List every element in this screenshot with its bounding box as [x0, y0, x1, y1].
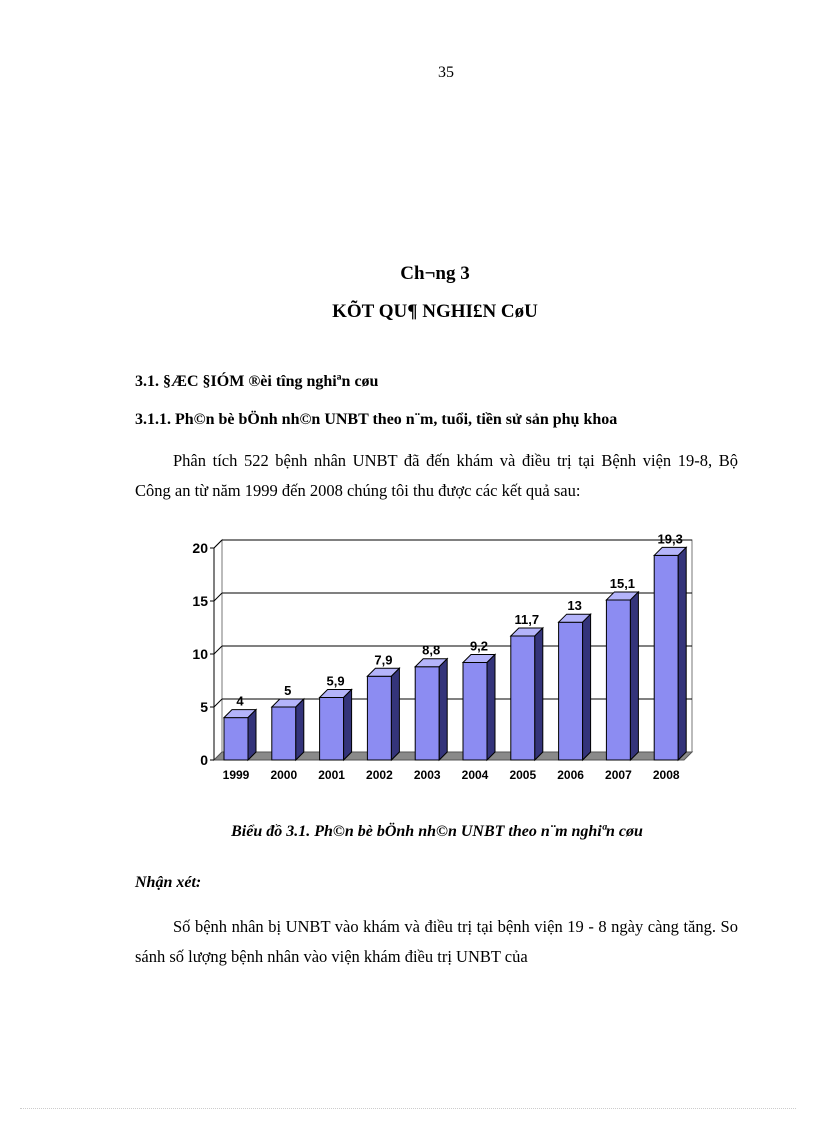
bar-side [630, 592, 638, 760]
x-tick-label: 2006 [557, 768, 584, 782]
x-tick-label: 2002 [366, 768, 393, 782]
footer-divider [20, 1108, 796, 1109]
x-tick-label: 2000 [270, 768, 298, 782]
intro-paragraph: Phân tích 522 bệnh nhân UNBT đã đến khám và điều trị tại Bệnh viện 19-8, Bộ Công an từ năm 1999 đến 2008 chúng tôi thu được các kết quả sau: [135, 451, 738, 500]
data-label: 19,3 [657, 531, 683, 547]
bar-side [487, 654, 495, 760]
remark-label: Nhận xét: [135, 874, 202, 891]
x-tick-label: 2007 [605, 768, 632, 782]
data-label: 11,7 [514, 611, 540, 627]
bar-side [583, 614, 591, 760]
chart-caption: Biểu đồ 3.1. Ph©n bè bÖnh nh©n UNBT theo n¨m nghiªn cøu [231, 823, 643, 840]
page-number: 35 [438, 64, 454, 81]
data-label: 7,9 [374, 652, 393, 668]
y-tick-label: 15 [192, 593, 208, 609]
bar [367, 676, 391, 760]
remark-paragraph: Số bệnh nhân bị UNBT vào khám và điều trị tại bệnh viện 19 - 8 ngày càng tăng. So sánh số lượng bệnh nhân vào viện khám điều trị UNBT của [135, 917, 738, 966]
bar [224, 718, 248, 760]
bar [606, 600, 630, 760]
x-tick-label: 2003 [413, 768, 441, 782]
bar-side [344, 689, 352, 760]
bar-side [439, 659, 447, 760]
y-tick-label: 0 [200, 752, 208, 768]
x-tick-label: 1999 [222, 768, 250, 782]
bar [463, 662, 487, 760]
bar-side [296, 699, 304, 760]
bar [320, 697, 344, 760]
x-tick-label: 2005 [509, 768, 537, 782]
bar-side [248, 710, 256, 760]
x-tick-label: 2008 [652, 768, 680, 782]
chapter-title: KÕT QU¶ NGHI£N CøU [332, 301, 538, 322]
data-label: 15,1 [609, 575, 636, 591]
y-tick-label: 5 [200, 699, 208, 715]
x-tick-label: 2004 [461, 768, 489, 782]
chapter-number: Ch¬ng 3 [400, 263, 470, 284]
bar [559, 622, 583, 760]
bar [272, 707, 296, 760]
section-heading: 3.1. §ÆC §IÓM ®èi tîng nghiªn cøu [135, 373, 379, 390]
y-tick-label: 20 [192, 540, 208, 556]
bar-chart [180, 530, 700, 790]
bar [654, 555, 678, 760]
data-label: 5 [284, 683, 292, 698]
data-label: 8,8 [422, 642, 441, 658]
data-label: 9,2 [469, 638, 489, 654]
bar-side [391, 668, 399, 760]
data-label: 4 [236, 693, 244, 709]
bar [415, 667, 439, 760]
bar [511, 636, 535, 760]
y-tick-label: 10 [192, 646, 208, 662]
bar-side [535, 628, 543, 760]
data-label: 13 [567, 598, 582, 614]
subsection-heading: 3.1.1. Ph©n bè bÖnh nh©n UNBT theo n¨m, tuổi, tiền sử sản phụ khoa [135, 411, 618, 428]
data-label: 5,9 [326, 673, 345, 689]
bar-side [678, 547, 686, 760]
x-tick-label: 2001 [318, 768, 345, 782]
